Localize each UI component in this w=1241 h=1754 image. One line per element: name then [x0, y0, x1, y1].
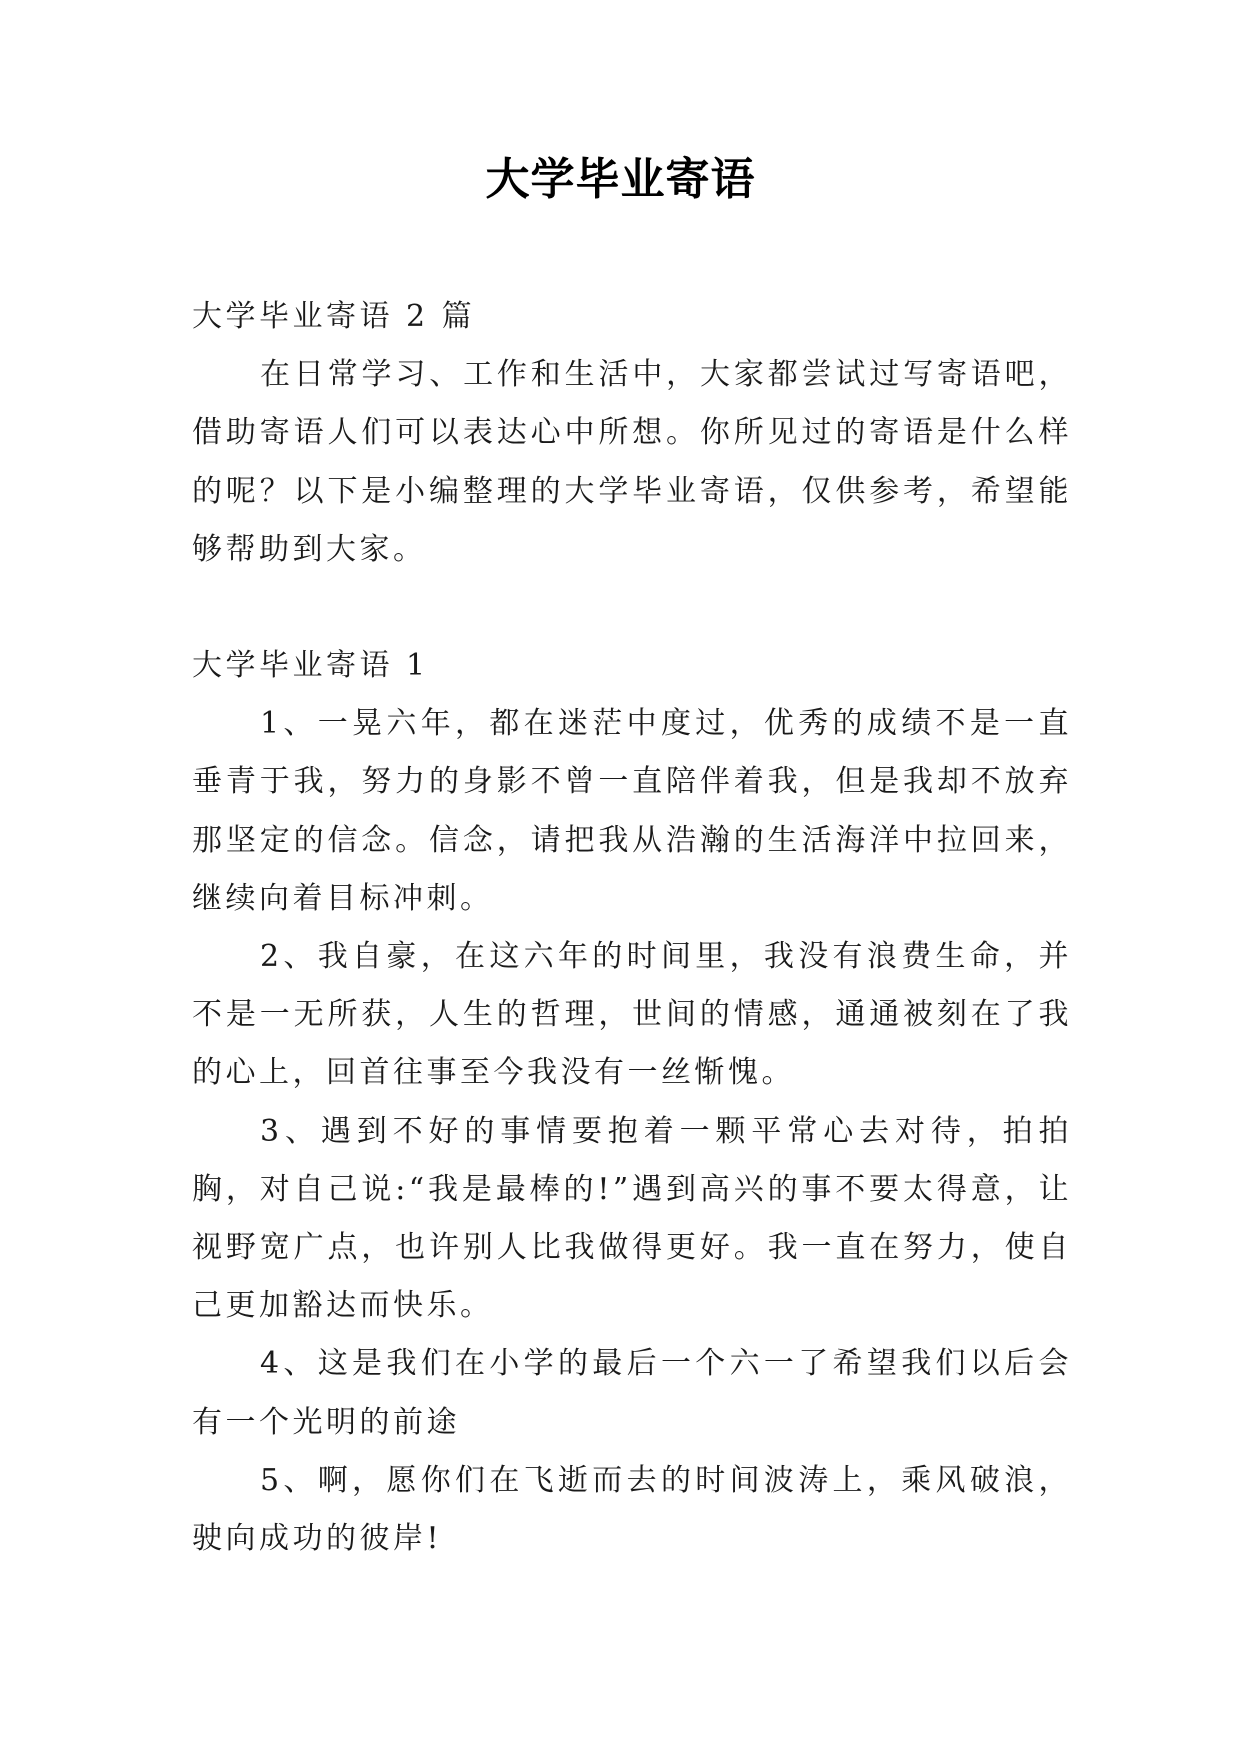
paragraph-gap — [192, 579, 1072, 637]
page-title: 大学毕业寄语 — [485, 154, 756, 205]
list-item: 5、啊，愿你们在飞逝而去的时间波涛上，乘风破浪，驶向成功的彼岸! — [192, 1462, 1072, 1557]
list-item: 3、遇到不好的事情要抱着一颗平常心去对待，拍拍胸，对自己说:“我是最棒的!”遇到高兴的事不要太得意，让视野宽广点，也许别人比我做得更好。我一直在努力，使自己更加豁达而快乐。 — [192, 1113, 1072, 1324]
list-item: 4、这是我们在小学的最后一个六一了希望我们以后会有一个光明的前途 — [192, 1346, 1072, 1440]
list-item: 2、我自豪，在这六年的时间里，我没有浪费生命，并不是一无所获，人生的哲理，世间的情感，通通被刻在了我的心上，回首往事至今我没有一丝惭愧。 — [192, 939, 1072, 1091]
list-item: 1、一晃六年，都在迷茫中度过，优秀的成绩不是一直垂青于我，努力的身影不曾一直陪伴着我，但是我却不放弃那坚定的信念。信念，请把我从浩瀚的生活海洋中拉回来，继续向着目标冲刺。 — [192, 706, 1072, 916]
document-subtitle: 大学毕业寄语 2 篇 — [192, 299, 476, 334]
section-heading: 大学毕业寄语 1 — [192, 648, 429, 684]
document-body — [192, 288, 1072, 1568]
intro-paragraph: 在日常学习、工作和生活中，大家都尝试过写寄语吧，借助寄语人们可以表达心中所想。你所见过的寄语是什么样的呢？以下是小编整理的大学毕业寄语，仅供参考，希望能够帮助到大家。 — [192, 357, 1072, 567]
